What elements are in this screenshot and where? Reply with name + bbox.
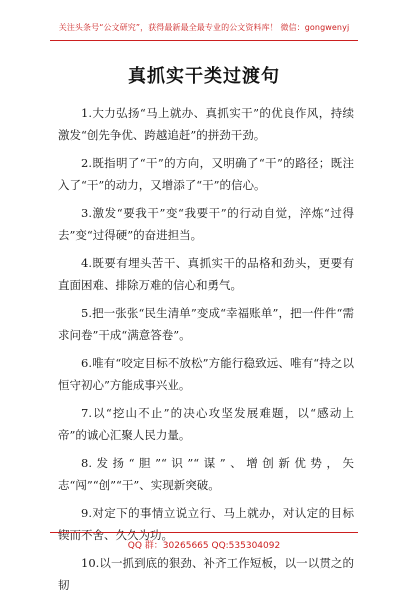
paragraph-2: 2.既指明了“干”的方向，又明确了“干”的路径；既注入了“干”的动力，又增添了“干”的信心。 (58, 156, 354, 192)
paragraph-9: 9.对定下的事情立说立行、马上就办，对认定的目标锲而不舍、久久为功。 (58, 506, 354, 542)
footer-divider (50, 532, 358, 533)
document-body (58, 102, 354, 602)
document-title: 真抓实干类过渡句 (128, 66, 280, 87)
paragraph-4: 4.既要有埋头苦干、真抓实干的品格和劲头，更要有直面困难、排除万难的信心和勇气。 (58, 256, 354, 292)
paragraph-7: 7.以“挖山不止”的决心攻坚发展难题，以“感动上帝”的诚心汇聚人民力量。 (58, 406, 354, 442)
paragraph-6: 6.唯有“咬定目标不放松”方能行稳致远、唯有“持之以恒守初心”方能成事兴业。 (58, 356, 354, 392)
paragraph-8: 8.发扬“胆”“识”“谋”、增创新优势，矢志“闯”“创”“干”、实现新突破。 (58, 456, 354, 492)
paragraph-3: 3.激发“要我干”变“我要干”的行动自觉，淬炼“过得去”变“过得硬”的奋进担当。 (58, 206, 354, 242)
header-divider (50, 40, 358, 41)
paragraph-1: 1.大力弘扬“马上就办、真抓实干”的优良作风，持续激发“创先争优、跨越追赶”的拼劲干劲。 (58, 106, 354, 142)
paragraph-5: 5.把一张张“民生清单”变成“幸福账单”，把一件件“需求问卷”干成“满意答卷”。 (58, 306, 354, 342)
footer-note: QQ 群：30265665 QQ:535304092 (127, 541, 281, 551)
paragraph-10: 10.以一抓到底的狠劲、补齐工作短板，以一以贯之的韧 (58, 556, 354, 592)
header-note: 关注头条号“公文研究”，获得最新最全最专业的公文资料库！ 微信：gongwenyj (58, 23, 350, 32)
